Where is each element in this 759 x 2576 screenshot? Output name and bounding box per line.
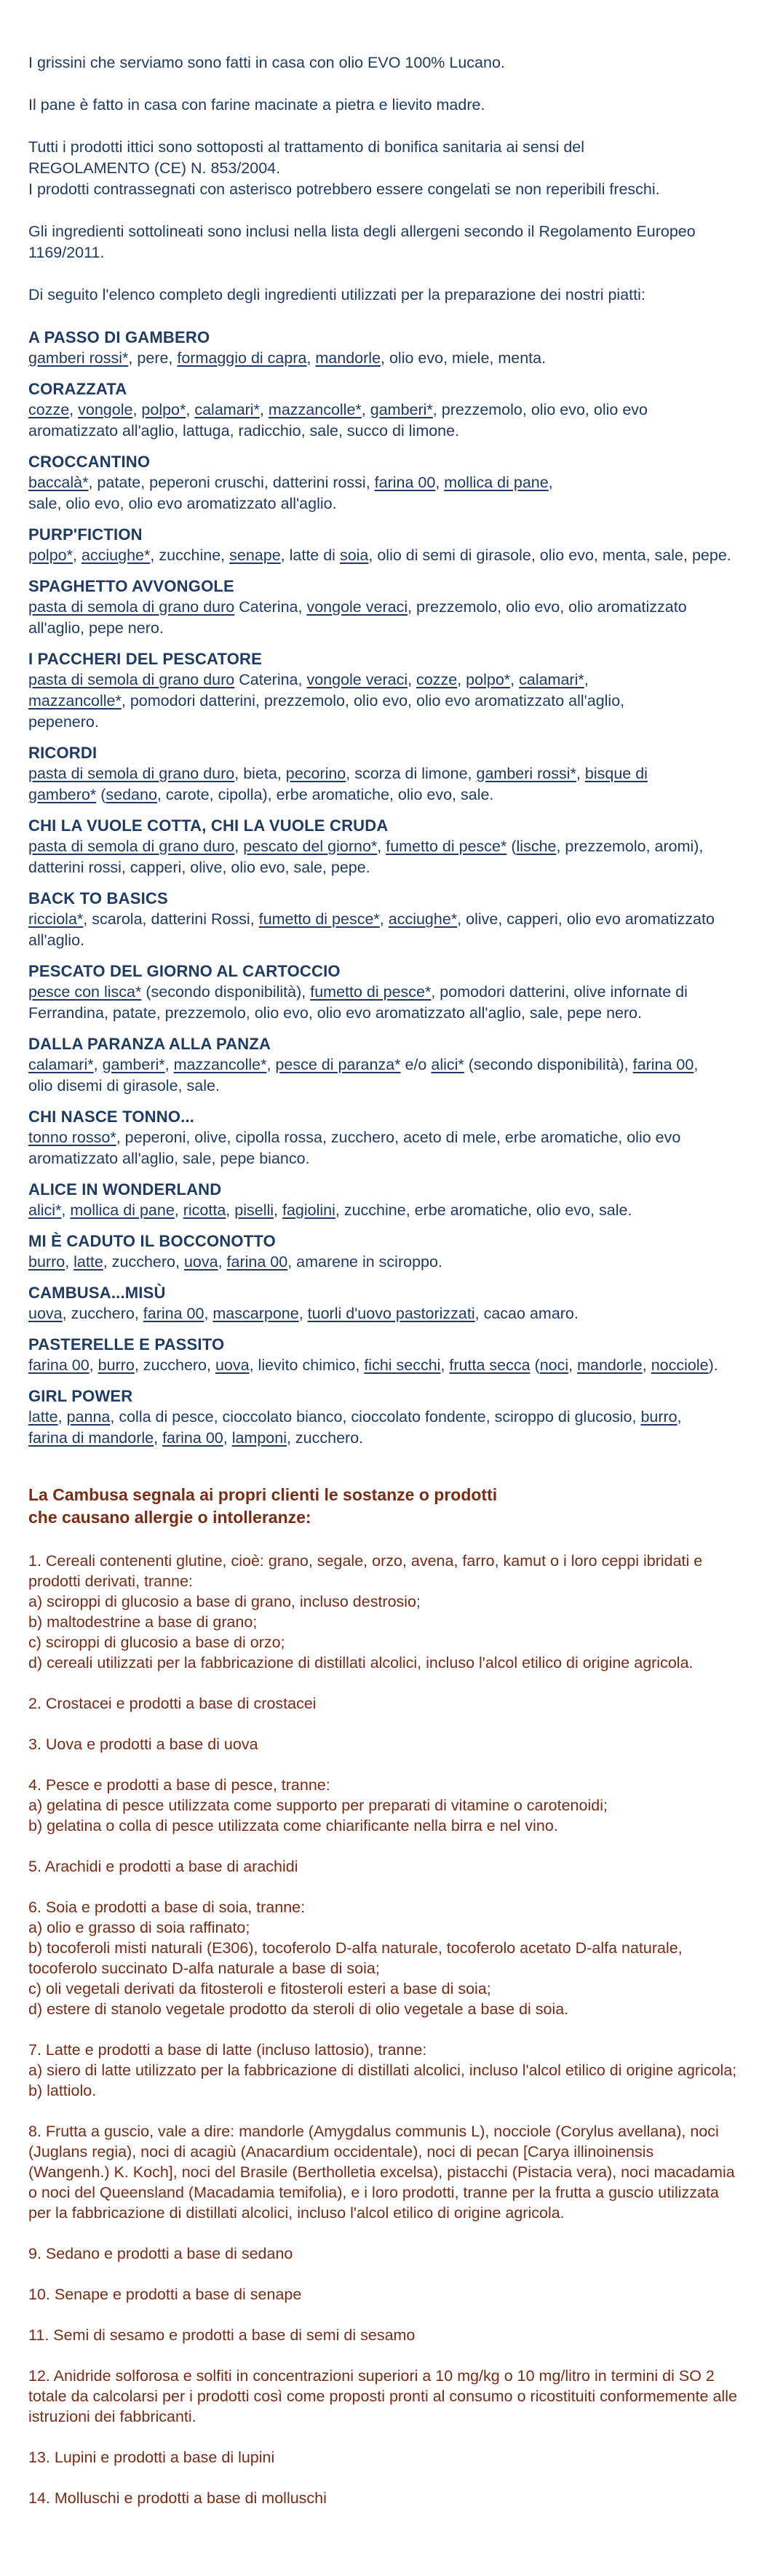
- ingredient-text: ,: [274, 1201, 282, 1219]
- ingredient-text: ,: [259, 401, 269, 418]
- intro-pane: Il pane è fatto in casa con farine macinate a pietra e lievito madre.: [28, 96, 485, 114]
- ingredient-text: , pomodori datterini, prezzemolo, olio evo, olio evo aromatizzato all'aglio,: [121, 692, 625, 709]
- allergen-ingredient: acciughe*: [81, 546, 151, 564]
- ingredient-text: ,: [361, 401, 370, 418]
- allergen-item-line: a) siero di latte utilizzato per la fabbricazione di distillati alcolici, incluso l'alcol etilico di origine agricola;: [28, 2062, 737, 2079]
- ingredient-text: ,: [576, 765, 585, 782]
- allergen-ingredient: mandorle: [577, 1356, 643, 1374]
- ingredient-text: ,: [548, 474, 553, 491]
- intro-pesce-line: I prodotti contrassegnati con asterisco potrebbero essere congelati se non reperibili freschi.: [28, 180, 660, 198]
- intro-elenco: Di seguito l'elenco completo degli ingredienti utilizzati per la preparazione dei nostri piatti:: [28, 286, 645, 303]
- allergen-ingredient: burro: [98, 1356, 135, 1374]
- dish-title: BACK TO BASICS: [28, 889, 168, 907]
- allergen-item-line: 1. Cereali contenenti glutine, cioè: grano, segale, orzo, avena, farro, kamut o i loro ceppi ibridati e prodotti derivati, tranne:: [28, 1552, 703, 1590]
- allergen-item: [28, 2447, 737, 2468]
- allergen-ingredient: alici*: [431, 1056, 464, 1073]
- intro-grissini: I grissini che serviamo sono fatti in casa con olio EVO 100% Lucano.: [28, 54, 505, 71]
- allergen-ingredient: fagiolini: [282, 1201, 335, 1219]
- allergens-heading-line: che causano allergie o intolleranze:: [28, 1508, 311, 1527]
- allergen-item-line: 8. Frutta a guscio, vale a dire: mandorle (Amygdalus communis L), nocciole (Corylus avellana), noci (Juglans regia), noci di acagiù (Anacardium occidentale), noci di pecan [Carya illinoinensis (Wangenh.) K. Koch], noci del Brasile (Bertholletia excelsa), pistacchi (Pistacia vera), noci macadamia o noci del Queensland (Macadamia temifolia), e i loro prodotti, tranne per la frutta a guscio utilizzata per la fabbricazione di distillati alcolici, incluso l'alcol etilico di origine agricola.: [28, 2123, 735, 2222]
- dish-ingredients: [28, 1054, 737, 1097]
- ingredient-text: , lievito chimico,: [249, 1356, 365, 1374]
- allergen-ingredient: lamponi: [231, 1429, 287, 1447]
- allergen-ingredient: piselli: [234, 1201, 274, 1219]
- allergen-ingredient: vongole veraci: [306, 598, 408, 616]
- allergen-item-line: 12. Anidride solforosa e solfiti in concentrazioni superiori a 10 mg/kg o 10 mg/litro in termini di SO 2 totale da calcolarsi per i prodotti così come proposti pronti al consumo o ricostituiti conformemente alle istruzioni dei fabbricanti.: [28, 2367, 737, 2425]
- intro-allergeni-line: 1169/2011.: [28, 244, 105, 261]
- ingredient-text: , zucchine, erbe aromatiche, olio evo, sale.: [335, 1201, 632, 1219]
- allergen-ingredient: bisque di: [584, 765, 648, 782]
- allergen-item-line: 5. Arachidi e prodotti a base di arachidi: [28, 1858, 298, 1875]
- allergen-ingredient: nocciole: [651, 1356, 709, 1374]
- dish-title: ALICE IN WONDERLAND: [28, 1180, 222, 1198]
- allergen-ingredient: calamari*: [194, 401, 260, 418]
- ingredient-text: , pomodori datterini, olive infornate di Ferrandina, patate, prezzemolo, olio evo, olio evo aromatizzato all'aglio, sale, pepe nero.: [28, 983, 688, 1022]
- allergen-item-line: 10. Senape e prodotti a base di senape: [28, 2286, 302, 2303]
- dish-title: SPAGHETTO AVVONGOLE: [28, 577, 234, 595]
- allergen-ingredient: polpo*: [28, 546, 73, 564]
- allergen-ingredient: vongole veraci: [306, 671, 408, 688]
- dish-item: [28, 1386, 737, 1449]
- ingredient-text: ,: [132, 401, 142, 418]
- dish-title: PASTERELLE E PASSITO: [28, 1335, 225, 1353]
- ingredient-text: , cacao amaro.: [474, 1305, 579, 1322]
- allergen-item: [28, 2325, 737, 2345]
- dish-ingredients: [28, 1303, 737, 1324]
- allergen-item-line: 9. Sedano e prodotti a base di sedano: [28, 2245, 293, 2262]
- allergen-ingredient: calamari*: [28, 1056, 94, 1073]
- ingredient-text: (: [96, 786, 106, 803]
- allergen-item: [28, 1856, 737, 1877]
- dish-title: MI È CADUTO IL BOCCONOTTO: [28, 1232, 276, 1250]
- allergen-ingredient: frutta secca: [449, 1356, 530, 1374]
- dish-title: GIRL POWER: [28, 1387, 133, 1405]
- allergen-ingredient: latte: [28, 1408, 58, 1426]
- dish-ingredients: [28, 1200, 737, 1221]
- allergen-ingredient: gamberi rossi*: [476, 765, 576, 782]
- intro-allergeni-line: Gli ingredienti sottolineati sono inclusi nella lista degli allergeni secondo il Regolamento Europeo: [28, 223, 696, 240]
- ingredient-text: , zucchero.: [286, 1429, 364, 1447]
- allergen-item-line: d) estere di stanolo vegetale prodotto da steroli di olio vegetale a base di soia.: [28, 2000, 569, 2018]
- dish-ingredients: [28, 909, 737, 951]
- ingredient-text: ,: [266, 1056, 276, 1073]
- dish-ingredients: [28, 597, 737, 639]
- ingredient-text: ,: [93, 1056, 103, 1073]
- ingredient-text: , latte di: [280, 546, 340, 564]
- allergen-ingredient: pasta di semola di grano duro: [28, 598, 235, 616]
- allergen-ingredient: pesce con lisca*: [28, 983, 142, 1001]
- ingredient-text: ,: [226, 1201, 235, 1219]
- allergen-item-line: a) gelatina di pesce utilizzata come supporto per preparati di vitamine o carotenoidi;: [28, 1797, 608, 1814]
- allergen-item-line: b) gelatina o colla di pesce utilizzata come chiarificante nella birra e nel vino.: [28, 1817, 558, 1834]
- allergen-ingredient: baccalà*: [28, 474, 89, 491]
- dish-title: CORAZZATA: [28, 380, 127, 398]
- allergen-ingredient: fichi secchi: [364, 1356, 441, 1374]
- ingredient-text: ,: [377, 838, 386, 855]
- allergen-ingredient: pesce di paranza*: [275, 1056, 401, 1073]
- allergen-ingredient: soia: [339, 546, 369, 564]
- allergen-item-line: 13. Lupini e prodotti a base di lupini: [28, 2449, 275, 2466]
- ingredient-text: ,: [677, 1408, 682, 1426]
- allergen-ingredient: pecorino: [285, 765, 346, 782]
- allergen-ingredient: acciughe*: [388, 910, 458, 928]
- ingredient-text: Caterina,: [234, 671, 307, 688]
- allergen-ingredient: polpo*: [466, 671, 511, 688]
- intro-pesce-line: Tutti i prodotti ittici sono sottoposti al trattamento di bonifica sanitaria ai sensi del: [28, 138, 585, 156]
- ingredient-text: (: [530, 1356, 540, 1374]
- dish-item: [28, 451, 737, 514]
- dish-title: PESCATO DEL GIORNO AL CARTOCCIO: [28, 962, 341, 980]
- allergen-ingredient: uova: [183, 1253, 218, 1271]
- allergen-item: [28, 1775, 737, 1836]
- allergen-ingredient: pasta di semola di grano duro: [28, 765, 235, 782]
- allergen-ingredient: burro: [28, 1253, 65, 1271]
- allergen-item-line: a) olio e grasso di soia raffinato;: [28, 1919, 250, 1936]
- allergen-ingredient: panna: [66, 1408, 111, 1426]
- allergen-ingredient: farina 00: [226, 1253, 288, 1271]
- allergen-ingredient: pasta di semola di grano duro: [28, 838, 235, 855]
- allergen-ingredient: alici*: [28, 1201, 62, 1219]
- allergen-item: [28, 2284, 737, 2305]
- dish-item: [28, 378, 737, 442]
- ingredient-text: ,: [694, 1056, 699, 1073]
- allergen-item: [28, 2121, 737, 2223]
- allergen-ingredient: tuorli d'uovo pastorizzati: [307, 1305, 475, 1322]
- ingredient-text: ,: [61, 1201, 71, 1219]
- dish-ingredients: [28, 545, 737, 566]
- allergen-item-line: 11. Semi di sesamo e prodotti a base di semi di sesamo: [28, 2326, 416, 2344]
- ingredient-text: e/o: [400, 1056, 432, 1073]
- allergen-ingredient: farina 00: [28, 1356, 90, 1374]
- dish-item: [28, 1282, 737, 1324]
- ingredient-text: ,: [642, 1356, 651, 1374]
- allergen-ingredient: noci: [539, 1356, 569, 1374]
- dish-title: PURP'FICTION: [28, 525, 143, 544]
- ingredient-text: ,: [223, 1429, 232, 1447]
- allergen-ingredient: gamberi*: [370, 401, 433, 418]
- allergen-ingredient: fumetto di pesce*: [310, 983, 432, 1001]
- ingredient-text: , scarola, datterini Rossi,: [83, 910, 259, 928]
- dish-ingredients: [28, 1127, 737, 1169]
- allergen-ingredient: gamberi*: [102, 1056, 165, 1073]
- ingredient-text: , prezzemolo, olio evo, olio aromatizzato all'aglio, pepe nero.: [28, 598, 687, 637]
- allergen-item: [28, 2488, 737, 2508]
- dish-ingredients: [28, 1355, 737, 1376]
- allergen-ingredient: mandorle: [315, 349, 381, 367]
- ingredient-text: ,: [69, 401, 79, 418]
- allergens-heading: [28, 1484, 737, 1529]
- allergen-item: [28, 1551, 737, 1673]
- allergen-item-line: d) cereali utilizzati per la fabbricazione di distillati alcolici, incluso l'alcol etilico di origine agricola.: [28, 1654, 694, 1671]
- allergen-item-line: b) maltodestrine a base di grano;: [28, 1613, 258, 1631]
- ingredient-text: , colla di pesce, cioccolato bianco, cioccolato fondente, sciroppo di glucosio,: [110, 1408, 641, 1426]
- allergen-item-line: 3. Uova e prodotti a base di uova: [28, 1736, 258, 1753]
- dish-ingredients: [28, 348, 737, 369]
- ingredient-text: , prezzemolo, aromi),: [556, 838, 704, 855]
- allergen-ingredient: farina 00: [162, 1429, 223, 1447]
- ingredient-text: ,: [457, 671, 466, 688]
- ingredient-text: ,: [298, 1305, 308, 1322]
- ingredient-text: ,: [65, 1253, 74, 1271]
- dish-ingredients: [28, 763, 737, 806]
- ingredient-text: , peperoni, olive, cipolla rossa, zucchero, aceto di mele, erbe aromatiche, olio evo aromatizzato all'aglio, sale, pepe bianco.: [28, 1129, 681, 1167]
- ingredient-text: , zucchero,: [62, 1305, 143, 1322]
- ingredient-text: ,: [174, 1201, 183, 1219]
- dish-ingredients: [28, 472, 737, 514]
- allergen-item: [28, 2040, 737, 2101]
- ingredient-text: ,: [306, 349, 316, 367]
- allergen-ingredient: polpo*: [141, 401, 186, 418]
- ingredient-text: ,: [435, 474, 445, 491]
- dish-item: [28, 1033, 737, 1097]
- allergen-ingredient: cozze: [416, 671, 458, 688]
- dish-list: [28, 327, 737, 1449]
- allergen-item-line: 4. Pesce e prodotti a base di pesce, tranne:: [28, 1776, 330, 1794]
- ingredient-text: pepenero.: [28, 713, 99, 731]
- ingredient-text: (: [506, 838, 517, 855]
- ingredient-text: ,: [164, 1056, 174, 1073]
- allergen-ingredient: fumetto di pesce*: [258, 910, 380, 928]
- allergen-item: [28, 2243, 737, 2264]
- allergen-list: [28, 1551, 737, 2508]
- dish-ingredients: [28, 1407, 737, 1449]
- allergen-ingredient: farina di mandorle: [28, 1429, 154, 1447]
- allergen-ingredient: fumetto di pesce*: [386, 838, 507, 855]
- allergen-item-line: 14. Molluschi e prodotti a base di molluschi: [28, 2489, 327, 2507]
- ingredient-text: , olio evo, miele, menta.: [381, 349, 547, 367]
- allergen-item-line: b) lattiolo.: [28, 2082, 97, 2099]
- allergen-ingredient: gambero*: [28, 786, 97, 803]
- allergen-ingredient: mazzancolle*: [173, 1056, 267, 1073]
- dish-ingredients: [28, 982, 737, 1024]
- ingredient-text: , olive, capperi, olio evo aromatizzato all'aglio.: [28, 910, 715, 949]
- allergen-ingredient: mazzancolle*: [28, 692, 122, 709]
- dish-item: [28, 576, 737, 639]
- intro-section: [28, 52, 737, 306]
- allergen-ingredient: calamari*: [519, 671, 584, 688]
- allergen-ingredient: mascarpone: [212, 1305, 299, 1322]
- allergen-ingredient: mazzancolle*: [268, 401, 362, 418]
- ingredient-text: ,: [57, 1408, 67, 1426]
- ingredient-text: ,: [568, 1356, 578, 1374]
- allergens-heading-line: La Cambusa segnala ai propri clienti le sostanze o prodotti: [28, 1485, 498, 1504]
- dish-item: [28, 524, 737, 566]
- ingredient-text: ,: [584, 671, 589, 688]
- ingredient-text: ,: [72, 546, 82, 564]
- allergen-ingredient: pasta di semola di grano duro: [28, 671, 235, 688]
- allergen-ingredient: latte: [73, 1253, 103, 1271]
- ingredient-text: Caterina,: [234, 598, 307, 616]
- allergen-ingredient: ricotta: [183, 1201, 226, 1219]
- intro-pesce: [28, 137, 737, 200]
- allergen-item-line: 6. Soia e prodotti a base di soia, tranne:: [28, 1899, 306, 1916]
- ingredient-text: ,: [89, 1356, 98, 1374]
- dish-ingredients: [28, 669, 737, 733]
- allergen-ingredient: farina 00: [374, 474, 436, 491]
- ingredient-text: , zucchero,: [103, 1253, 184, 1271]
- dish-item: [28, 815, 737, 878]
- allergen-ingredient: lische: [516, 838, 557, 855]
- ingredient-text: , pere,: [128, 349, 178, 367]
- dish-item: [28, 888, 737, 951]
- allergen-ingredient: burro: [640, 1408, 677, 1426]
- allergen-ingredient: gamberi rossi*: [28, 349, 129, 367]
- ingredient-text: ,: [234, 838, 244, 855]
- allergen-item: [28, 1693, 737, 1714]
- ingredient-text: , amarene in sciroppo.: [287, 1253, 442, 1271]
- intro-pesce-line: REGOLAMENTO (CE) N. 853/2004.: [28, 159, 281, 177]
- ingredient-text: (secondo disponibilità),: [141, 983, 311, 1001]
- dish-title: CROCCANTINO: [28, 453, 151, 471]
- allergen-item-line: c) sciroppi di glucosio a base di orzo;: [28, 1634, 285, 1651]
- ingredient-text: ,: [510, 671, 520, 688]
- allergen-item-line: c) oli vegetali derivati da fitosteroli e fitosteroli esteri a base di soia;: [28, 1980, 491, 1997]
- ingredient-text: , patate, peperoni cruschi, datterini rossi,: [88, 474, 375, 491]
- allergen-ingredient: mollica di pane: [70, 1201, 175, 1219]
- allergen-item: [28, 1897, 737, 2019]
- allergen-ingredient: vongole: [78, 401, 133, 418]
- allergen-ingredient: ricciola*: [28, 910, 84, 928]
- ingredient-text: ,: [408, 671, 417, 688]
- ingredient-text: ,: [204, 1305, 213, 1322]
- dish-title: CHI NASCE TONNO...: [28, 1108, 195, 1126]
- allergen-item: [28, 1734, 737, 1754]
- ingredient-text: , scorza di limone,: [346, 765, 477, 782]
- dish-ingredients: [28, 1252, 737, 1273]
- ingredient-text: , prezzemolo, olio evo, olio evo aromatizzato all'aglio, lattuga, radicchio, sale, succo di limone.: [28, 401, 648, 440]
- ingredient-text: ,: [440, 1356, 450, 1374]
- ingredient-text: (secondo disponibilità),: [464, 1056, 633, 1073]
- dish-title: RICORDI: [28, 744, 98, 762]
- ingredient-text: ).: [708, 1356, 718, 1374]
- dish-item: [28, 648, 737, 733]
- ingredient-text: datterini rossi, capperi, olive, olio evo, sale, pepe.: [28, 859, 370, 876]
- ingredient-text: ,: [218, 1253, 227, 1271]
- ingredient-text: ,: [379, 910, 389, 928]
- allergen-ingredient: uova: [28, 1305, 63, 1322]
- allergen-ingredient: tonno rosso*: [28, 1129, 116, 1146]
- dish-item: [28, 1231, 737, 1273]
- allergen-item-line: 7. Latte e prodotti a base di latte (incluso lattosio), tranne:: [28, 2041, 427, 2059]
- ingredient-text: , carote, cipolla), erbe aromatiche, olio evo, sale.: [156, 786, 494, 803]
- dish-item: [28, 327, 737, 369]
- allergens-section: [28, 1484, 737, 2508]
- dish-ingredients: [28, 836, 737, 878]
- allergen-ingredient: uova: [215, 1356, 250, 1374]
- intro-allergeni: [28, 221, 737, 263]
- dish-title: CAMBUSA...MISÙ: [28, 1284, 166, 1302]
- dish-ingredients: [28, 399, 737, 442]
- dish-title: CHI LA VUOLE COTTA, CHI LA VUOLE CRUDA: [28, 816, 389, 835]
- allergen-ingredient: senape: [229, 546, 281, 564]
- dish-item: [28, 1179, 737, 1221]
- allergen-item-line: 2. Crostacei e prodotti a base di crostacei: [28, 1695, 317, 1712]
- ingredient-text: ,: [154, 1429, 163, 1447]
- ingredient-text: sale, olio evo, olio evo aromatizzato all'aglio.: [28, 495, 337, 512]
- allergen-ingredient: farina 00: [143, 1305, 204, 1322]
- allergen-ingredient: sedano: [106, 786, 157, 803]
- ingredient-text: , bieta,: [234, 765, 286, 782]
- ingredient-text: , zucchero,: [134, 1356, 215, 1374]
- allergen-ingredient: farina 00: [632, 1056, 694, 1073]
- ingredient-text: ,: [186, 401, 195, 418]
- ingredient-text: , olio di semi di girasole, olio evo, menta, sale, pepe.: [368, 546, 731, 564]
- ingredient-text: olio disemi di girasole, sale.: [28, 1077, 220, 1094]
- dish-item: [28, 961, 737, 1024]
- allergen-item-line: b) tocoferoli misti naturali (E306), tocoferolo D-alfa naturale, tocoferolo acetato D-alfa naturale, tocoferolo succinato D-alfa naturale a base di soia;: [28, 1939, 683, 1977]
- dish-title: A PASSO DI GAMBERO: [28, 328, 210, 346]
- allergen-ingredient: formaggio di capra: [177, 349, 307, 367]
- allergen-item: [28, 2366, 737, 2427]
- dish-title: I PACCHERI DEL PESCATORE: [28, 650, 262, 668]
- ingredient-text: , zucchine,: [150, 546, 230, 564]
- dish-item: [28, 1334, 737, 1376]
- dish-item: [28, 742, 737, 806]
- dish-title: DALLA PARANZA ALLA PANZA: [28, 1035, 271, 1053]
- allergen-ingredient: pescato del giorno*: [243, 838, 378, 855]
- allergen-item-line: a) sciroppi di glucosio a base di grano, incluso destrosio;: [28, 1593, 421, 1610]
- dish-item: [28, 1106, 737, 1169]
- allergen-ingredient: mollica di pane: [444, 474, 549, 491]
- allergen-ingredient: cozze: [28, 401, 70, 418]
